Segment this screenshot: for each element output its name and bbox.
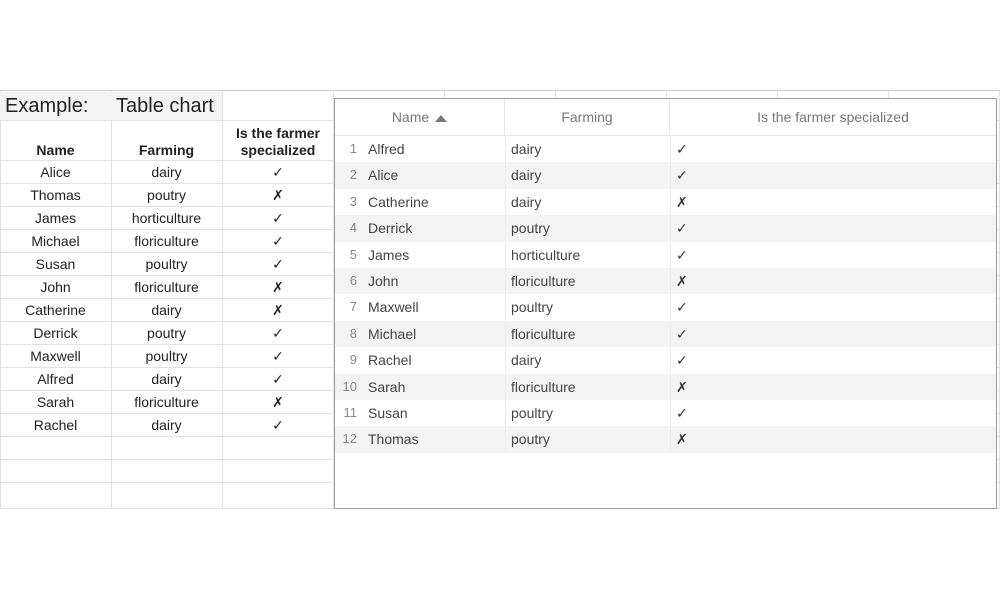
cell-name[interactable]: Alfred [37, 371, 74, 387]
row-index: 3 [349, 193, 357, 209]
cell-farming: horticulture [511, 246, 581, 263]
cell-specialized: ✓ [676, 220, 688, 237]
column-divider [670, 189, 671, 215]
column-divider [505, 374, 506, 400]
cell-farming: floriculture [511, 325, 576, 342]
cell-specialized: ✗ [676, 273, 688, 289]
row-index: 4 [349, 220, 357, 236]
column-divider [505, 426, 506, 452]
table-chart-row[interactable] [335, 162, 996, 188]
source-row [0, 230, 334, 253]
cell-specialized: ✓ [676, 405, 688, 421]
row-index: 6 [349, 273, 357, 288]
cell-name[interactable]: Michael [31, 233, 80, 249]
cell-name[interactable]: Thomas [30, 187, 81, 203]
cell-farming: poutry [511, 220, 550, 237]
cell-name[interactable]: James [34, 210, 77, 226]
column-header-farming[interactable]: Farming [138, 142, 195, 158]
cell-name: Thomas [368, 431, 419, 448]
cell-name: Alfred [368, 141, 405, 157]
cell-name: John [368, 273, 399, 289]
source-row [0, 253, 334, 276]
cell-name[interactable]: Sarah [36, 394, 75, 410]
column-divider [505, 136, 506, 162]
column-divider [670, 321, 671, 347]
source-row [0, 299, 334, 322]
column-divider [670, 242, 671, 268]
cell-specialized[interactable]: ✓ [272, 256, 284, 272]
title-label-example: Example: [5, 95, 89, 117]
cell-farming[interactable]: floriculture [134, 233, 199, 249]
row-index: 9 [349, 352, 357, 368]
cell-specialized[interactable]: ✓ [272, 417, 284, 433]
column-divider [670, 374, 671, 400]
column-divider [505, 347, 506, 373]
cell-farming: poultry [511, 299, 554, 316]
column-divider [505, 162, 506, 188]
cell-farming[interactable]: floriculture [134, 279, 199, 295]
row-index: 5 [349, 246, 357, 262]
column-divider [505, 294, 506, 320]
cell-farming[interactable]: poultry [145, 348, 188, 364]
cell-farming: dairy [511, 352, 542, 369]
column-divider [670, 347, 671, 373]
cell-farming[interactable]: floriculture [134, 394, 199, 410]
cell-name[interactable]: Derrick [33, 325, 78, 341]
source-row [0, 276, 334, 299]
table-chart-row[interactable] [335, 136, 996, 162]
row-index: 2 [349, 167, 357, 183]
table-chart-header [335, 99, 996, 136]
column-header-specialized[interactable]: Is the farmer specialized [235, 125, 321, 158]
chart-header-name-label: Name [391, 109, 430, 125]
cell-specialized[interactable]: ✗ [272, 302, 284, 318]
table-chart[interactable] [334, 98, 997, 509]
table-chart-row[interactable] [335, 189, 996, 215]
source-row [0, 161, 334, 184]
chart-header-name[interactable] [335, 99, 505, 135]
cell-specialized[interactable]: ✓ [272, 210, 284, 226]
column-divider [505, 321, 506, 347]
cell-farming: poultry [511, 405, 554, 421]
column-divider [670, 162, 671, 188]
source-row [0, 414, 334, 437]
cell-specialized: ✗ [676, 378, 688, 395]
sort-ascending-icon[interactable] [435, 115, 447, 122]
source-row [0, 322, 334, 345]
table-chart-row[interactable] [335, 268, 996, 294]
cell-farming[interactable]: poultry [145, 256, 188, 272]
cell-specialized[interactable]: ✗ [272, 394, 284, 410]
cell-name: Susan [368, 405, 408, 421]
table-chart-row[interactable] [335, 294, 996, 320]
cell-name[interactable]: Maxwell [30, 348, 81, 364]
source-row [0, 391, 334, 414]
cell-farming: dairy [511, 141, 542, 157]
column-divider [505, 268, 506, 294]
row-index: 1 [349, 141, 357, 156]
cell-name[interactable]: Rachel [33, 417, 78, 433]
source-row [0, 184, 334, 207]
cell-farming: poutry [511, 431, 550, 448]
row-index: 7 [349, 299, 357, 315]
table-chart-row[interactable] [335, 215, 996, 241]
cell-farming[interactable]: horticulture [131, 210, 202, 226]
table-chart-row[interactable] [335, 321, 996, 347]
cell-farming[interactable]: dairy [151, 302, 182, 318]
cell-farming: floriculture [511, 273, 576, 289]
table-chart-row[interactable] [335, 374, 996, 400]
cell-name[interactable]: Alice [40, 164, 71, 180]
column-divider [505, 242, 506, 268]
cell-farming: floriculture [511, 378, 576, 395]
cell-name: Maxwell [368, 299, 419, 316]
column-divider [505, 400, 506, 426]
cell-specialized[interactable]: ✓ [272, 233, 284, 249]
cell-farming: dairy [511, 193, 542, 210]
table-chart-row[interactable] [335, 242, 996, 268]
cell-name[interactable]: John [40, 279, 71, 295]
cell-specialized[interactable]: ✗ [272, 187, 284, 203]
cell-specialized[interactable]: ✗ [272, 279, 284, 295]
cell-farming[interactable]: dairy [151, 164, 182, 180]
cell-name: Alice [368, 167, 399, 184]
row-index: 10 [342, 378, 357, 394]
cell-farming[interactable]: poutry [147, 325, 186, 341]
cell-specialized: ✗ [676, 193, 688, 210]
cell-specialized: ✓ [676, 246, 688, 263]
cell-specialized[interactable]: ✓ [272, 371, 284, 387]
column-header-name[interactable]: Name [36, 142, 75, 158]
cell-specialized: ✗ [676, 431, 688, 448]
column-divider [670, 215, 671, 241]
title-label-table-chart: Table chart [116, 95, 214, 117]
cell-specialized[interactable]: ✓ [272, 164, 284, 180]
cell-name[interactable]: Susan [35, 256, 76, 272]
column-divider [505, 215, 506, 241]
cell-farming[interactable]: dairy [151, 417, 182, 433]
column-divider [670, 268, 671, 294]
table-chart-row[interactable] [335, 347, 996, 373]
cell-farming: dairy [511, 167, 542, 184]
source-row [0, 368, 334, 391]
cell-name: Sarah [368, 378, 406, 395]
cell-name: Rachel [368, 352, 412, 369]
source-row [0, 345, 334, 368]
cell-name[interactable]: Catherine [25, 302, 86, 318]
row-index: 8 [349, 325, 357, 341]
cell-name: Michael [368, 325, 417, 342]
cell-specialized[interactable]: ✓ [272, 348, 284, 364]
column-divider [670, 294, 671, 320]
row-index: 11 [343, 405, 357, 420]
cell-farming[interactable]: dairy [151, 371, 182, 387]
column-divider [670, 426, 671, 452]
table-chart-row[interactable] [335, 400, 996, 426]
cell-specialized: ✓ [676, 352, 688, 369]
row-index: 12 [342, 431, 357, 447]
cell-farming[interactable]: poutry [147, 187, 186, 203]
column-divider [670, 136, 671, 162]
column-divider [505, 189, 506, 215]
chart-header-specialized[interactable]: Is the farmer specialized [757, 109, 909, 125]
source-row [0, 207, 334, 230]
cell-specialized: ✓ [676, 325, 688, 342]
cell-name: Derrick [368, 220, 413, 237]
table-chart-row[interactable] [335, 426, 996, 452]
cell-name: Catherine [368, 193, 429, 210]
cell-specialized: ✓ [676, 141, 688, 157]
cell-specialized: ✓ [676, 299, 688, 316]
cell-specialized[interactable]: ✓ [272, 325, 284, 341]
chart-header-farming[interactable]: Farming [505, 99, 670, 135]
grid-row-line [0, 90, 1000, 91]
cell-name: James [368, 246, 410, 263]
column-divider [670, 400, 671, 426]
cell-specialized: ✓ [676, 167, 688, 184]
